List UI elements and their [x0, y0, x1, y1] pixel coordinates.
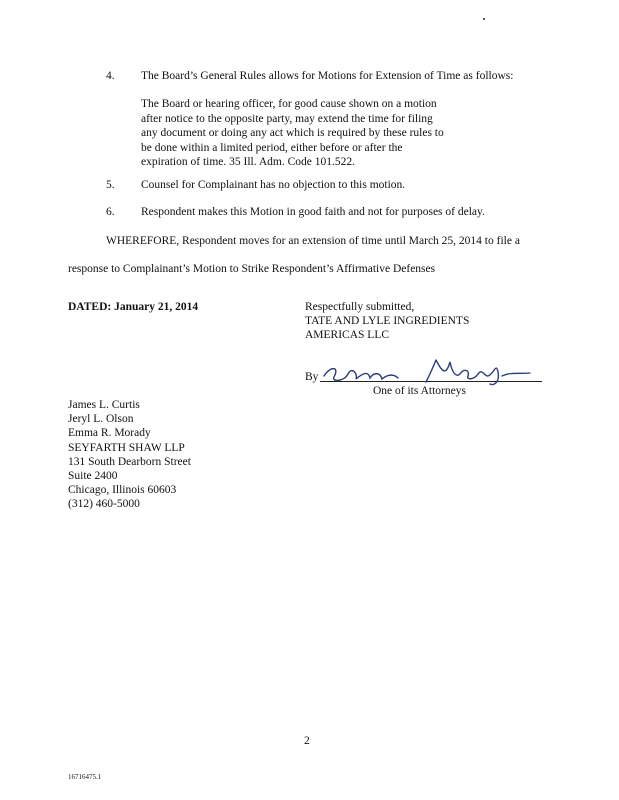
counsel-line: 131 South Dearborn Street: [68, 455, 191, 468]
item-number: 6.: [106, 206, 115, 218]
document-id: 16716475.1: [68, 773, 102, 781]
block-quote: [141, 97, 444, 170]
company-name-continued: AMERICAS LLC: [305, 329, 390, 341]
item-text: The Board’s General Rules allows for Motions for Extension of Time as follows:: [141, 70, 514, 82]
page-number: 2: [304, 735, 310, 747]
quote-line: any document or doing any act which is required by these rules to: [141, 127, 444, 140]
counsel-line: (312) 460-5000: [68, 498, 140, 511]
item-text: Respondent makes this Motion in good faith and not for purposes of delay.: [141, 206, 485, 218]
dated-line: DATED: January 21, 2014: [68, 301, 199, 313]
quote-line: be done within a limited period, either before or after the: [141, 141, 403, 154]
quote-line: after notice to the opposite party, may extend the time for filing: [141, 112, 433, 125]
by-label: By: [305, 371, 319, 383]
quote-line: The Board or hearing officer, for good cause shown on a motion: [141, 98, 437, 110]
wherefore-line-2: response to Complainant’s Motion to Strike Respondent’s Affirmative Defenses: [68, 263, 436, 275]
counsel-line: Jeryl L. Olson: [68, 413, 134, 426]
closing: Respectfully submitted,: [305, 301, 415, 313]
quote-line: expiration of time. 35 Ill. Adm. Code 101.522.: [141, 156, 356, 169]
counsel-line: SEYFARTH SHAW LLP: [68, 441, 185, 454]
company-name: TATE AND LYLE INGREDIENTS: [305, 315, 470, 327]
counsel-block: [68, 398, 191, 512]
counsel-line: Suite 2400: [68, 470, 118, 483]
signer-role: One of its Attorneys: [373, 385, 466, 397]
counsel-line: Emma R. Morady: [68, 427, 151, 440]
item-text: Counsel for Complainant has no objection to this motion.: [141, 179, 406, 191]
scan-speck: [483, 18, 485, 20]
counsel-line: James L. Curtis: [68, 399, 140, 411]
wherefore-line-1: WHEREFORE, Respondent moves for an extension of time until March 25, 2014 to file a: [106, 235, 520, 247]
handwritten-signature: [318, 352, 533, 388]
item-number: 4.: [106, 70, 115, 82]
counsel-line: Chicago, Illinois 60603: [68, 484, 177, 497]
item-number: 5.: [106, 179, 115, 191]
